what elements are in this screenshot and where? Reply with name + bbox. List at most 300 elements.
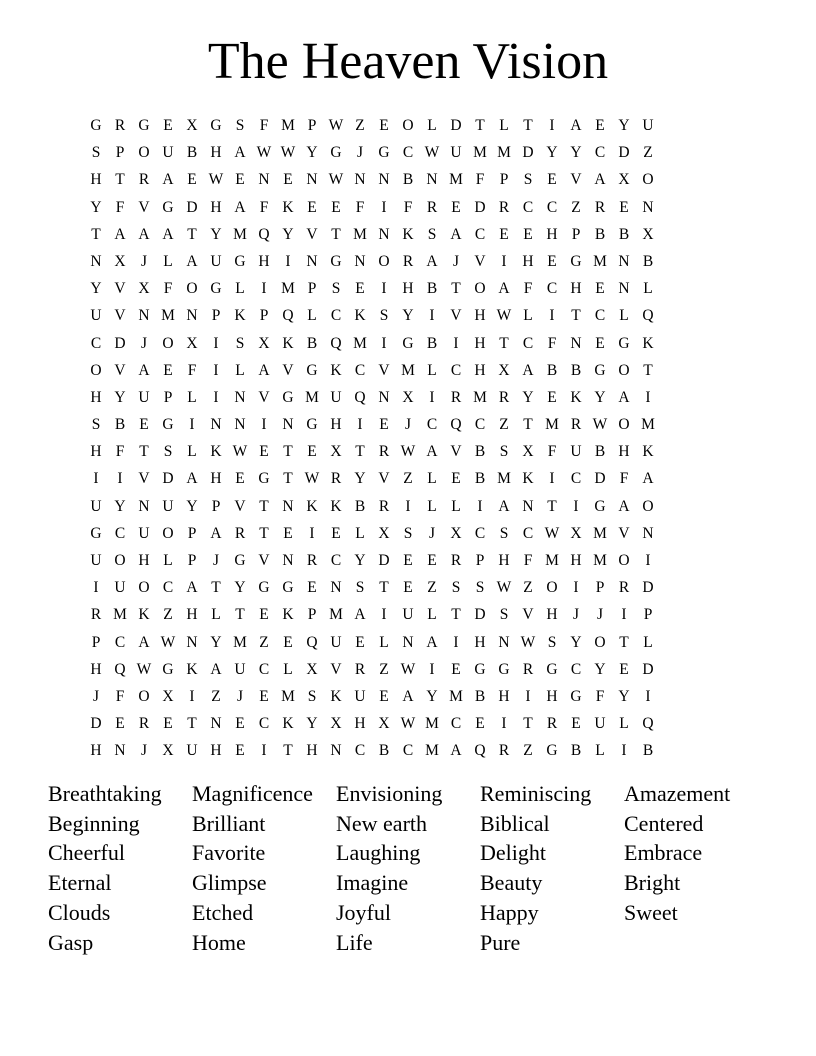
grid-letter[interactable]: C	[570, 660, 582, 678]
grid-letter[interactable]: Z	[379, 660, 389, 678]
grid-letter[interactable]: V	[234, 497, 246, 515]
grid-letter[interactable]: Y	[186, 497, 198, 515]
grid-letter[interactable]: O	[546, 579, 558, 597]
grid-letter[interactable]: E	[283, 171, 293, 189]
grid-letter[interactable]: V	[450, 307, 462, 325]
grid-letter[interactable]: H	[210, 144, 222, 162]
grid-letter[interactable]: L	[499, 117, 509, 134]
grid-letter[interactable]: N	[282, 416, 294, 434]
grid-letter[interactable]: Z	[403, 470, 413, 488]
grid-letter[interactable]: S	[403, 524, 413, 542]
grid-letter[interactable]: M	[473, 388, 487, 406]
grid-letter[interactable]: E	[379, 687, 389, 705]
grid-letter[interactable]: O	[618, 361, 630, 379]
grid-letter[interactable]: U	[90, 307, 102, 325]
grid-letter[interactable]: O	[618, 416, 630, 434]
grid-letter[interactable]: I	[549, 470, 555, 488]
grid-letter[interactable]: X	[114, 252, 126, 270]
grid-letter[interactable]: M	[281, 687, 295, 705]
grid-letter[interactable]: V	[330, 660, 342, 678]
grid-letter[interactable]: L	[187, 388, 197, 406]
grid-letter[interactable]: L	[427, 606, 437, 624]
grid-letter[interactable]: F	[115, 687, 125, 705]
grid-letter[interactable]: E	[451, 470, 461, 488]
grid-letter[interactable]: Y	[306, 715, 318, 733]
grid-letter[interactable]: I	[405, 497, 411, 515]
grid-letter[interactable]: E	[259, 606, 269, 624]
grid-letter[interactable]: V	[138, 470, 150, 488]
grid-letter[interactable]: M	[545, 552, 559, 569]
grid-letter[interactable]: E	[163, 117, 173, 134]
grid-letter[interactable]: Y	[354, 470, 366, 488]
grid-letter[interactable]: W	[328, 171, 344, 189]
grid-letter[interactable]: V	[618, 524, 630, 542]
grid-letter[interactable]: I	[645, 687, 651, 705]
grid-letter[interactable]: Y	[546, 144, 558, 162]
grid-letter[interactable]: C	[258, 660, 270, 678]
grid-letter[interactable]: M	[473, 144, 487, 162]
grid-letter[interactable]: Z	[163, 606, 173, 624]
grid-letter[interactable]: N	[306, 171, 318, 189]
grid-letter[interactable]: P	[595, 579, 605, 597]
grid-letter[interactable]: V	[306, 225, 318, 243]
grid-letter[interactable]: P	[163, 388, 173, 406]
grid-letter[interactable]: L	[643, 280, 653, 298]
grid-letter[interactable]: H	[474, 633, 486, 651]
grid-letter[interactable]: G	[258, 470, 270, 488]
grid-letter[interactable]: C	[162, 579, 174, 597]
grid-letter[interactable]: E	[307, 198, 317, 216]
grid-letter[interactable]: E	[115, 715, 125, 733]
grid-letter[interactable]: Y	[282, 225, 294, 243]
grid-letter[interactable]: R	[594, 198, 606, 216]
grid-letter[interactable]: E	[163, 361, 173, 379]
grid-letter[interactable]: M	[401, 361, 415, 379]
grid-letter[interactable]: H	[138, 552, 150, 569]
grid-letter[interactable]: I	[525, 687, 531, 705]
grid-letter[interactable]: G	[282, 388, 294, 406]
grid-letter[interactable]: U	[162, 144, 174, 162]
grid-letter[interactable]: F	[115, 443, 125, 461]
grid-letter[interactable]: L	[163, 252, 173, 270]
grid-letter[interactable]: Q	[642, 307, 654, 325]
grid-letter[interactable]: N	[330, 742, 342, 760]
grid-letter[interactable]: H	[306, 742, 318, 760]
grid-letter[interactable]: Q	[354, 388, 366, 406]
grid-letter[interactable]: V	[114, 280, 126, 298]
grid-letter[interactable]: U	[450, 144, 462, 162]
grid-letter[interactable]: O	[402, 117, 414, 134]
grid-letter[interactable]: K	[354, 307, 366, 325]
grid-letter[interactable]: H	[210, 470, 222, 488]
grid-letter[interactable]: G	[306, 416, 318, 434]
grid-letter[interactable]: Y	[114, 497, 126, 515]
grid-letter[interactable]: K	[282, 334, 294, 352]
grid-letter[interactable]: I	[477, 497, 483, 515]
grid-letter[interactable]: W	[280, 144, 296, 162]
grid-letter[interactable]: Z	[643, 144, 653, 162]
grid-letter[interactable]: N	[258, 171, 270, 189]
grid-letter[interactable]: P	[259, 307, 269, 325]
grid-letter[interactable]: M	[449, 687, 463, 705]
grid-letter[interactable]: U	[570, 443, 582, 461]
grid-letter[interactable]: X	[618, 171, 630, 189]
grid-letter[interactable]: Q	[306, 633, 318, 651]
grid-letter[interactable]: C	[594, 307, 606, 325]
grid-letter[interactable]: C	[546, 198, 558, 216]
grid-letter[interactable]: U	[330, 633, 342, 651]
grid-letter[interactable]: E	[283, 633, 293, 651]
grid-letter[interactable]: L	[307, 307, 317, 325]
grid-letter[interactable]: Q	[114, 660, 126, 678]
grid-letter[interactable]: R	[498, 198, 510, 216]
grid-letter[interactable]: K	[306, 497, 318, 515]
grid-letter[interactable]: C	[522, 198, 534, 216]
grid-letter[interactable]: N	[378, 171, 390, 189]
grid-letter[interactable]: J	[212, 552, 220, 569]
grid-letter[interactable]: W	[256, 144, 272, 162]
grid-letter[interactable]: G	[258, 579, 270, 597]
grid-letter[interactable]: H	[210, 198, 222, 216]
grid-letter[interactable]: L	[427, 117, 437, 134]
grid-letter[interactable]: E	[379, 416, 389, 434]
grid-letter[interactable]: N	[282, 497, 294, 515]
grid-letter[interactable]: N	[618, 252, 630, 270]
grid-letter[interactable]: I	[285, 252, 291, 270]
grid-letter[interactable]: B	[642, 742, 654, 760]
grid-letter[interactable]: J	[140, 252, 148, 270]
grid-letter[interactable]: S	[91, 416, 101, 434]
grid-letter[interactable]: L	[211, 606, 221, 624]
grid-letter[interactable]: V	[474, 252, 486, 270]
grid-letter[interactable]: Q	[474, 742, 486, 760]
grid-letter[interactable]: M	[161, 307, 175, 325]
grid-letter[interactable]: W	[304, 470, 320, 488]
grid-letter[interactable]: W	[208, 171, 224, 189]
grid-letter[interactable]: A	[450, 742, 462, 760]
grid-letter[interactable]: Y	[210, 633, 222, 651]
grid-letter[interactable]: N	[210, 715, 222, 733]
grid-letter[interactable]: O	[618, 552, 630, 569]
grid-letter[interactable]: N	[354, 252, 366, 270]
grid-letter[interactable]: N	[522, 497, 534, 515]
grid-letter[interactable]: C	[330, 552, 342, 569]
grid-letter[interactable]: R	[450, 388, 462, 406]
grid-letter[interactable]: M	[497, 470, 511, 488]
grid-letter[interactable]: Z	[211, 687, 221, 705]
grid-letter[interactable]: N	[306, 252, 318, 270]
grid-letter[interactable]: W	[520, 633, 536, 651]
grid-letter[interactable]: J	[356, 144, 364, 162]
grid-letter[interactable]: U	[402, 606, 414, 624]
grid-letter[interactable]: H	[522, 252, 534, 270]
grid-letter[interactable]: I	[213, 361, 219, 379]
grid-letter[interactable]: Y	[90, 198, 102, 216]
grid-letter[interactable]: A	[522, 361, 534, 379]
grid-letter[interactable]: U	[138, 388, 150, 406]
grid-letter[interactable]: F	[187, 361, 197, 379]
grid-letter[interactable]: H	[258, 252, 270, 270]
grid-letter[interactable]: K	[138, 606, 150, 624]
grid-letter[interactable]: S	[163, 443, 173, 461]
grid-letter[interactable]: Z	[355, 117, 365, 134]
grid-letter[interactable]: T	[139, 443, 149, 461]
grid-letter[interactable]: N	[282, 552, 294, 569]
grid-letter[interactable]: I	[309, 524, 315, 542]
grid-letter[interactable]: E	[475, 715, 485, 733]
grid-letter[interactable]: P	[211, 497, 221, 515]
grid-letter[interactable]: D	[594, 470, 606, 488]
grid-letter[interactable]: T	[211, 579, 221, 597]
grid-letter[interactable]: P	[475, 552, 485, 569]
grid-letter[interactable]: C	[426, 416, 438, 434]
grid-letter[interactable]: O	[114, 552, 126, 569]
grid-letter[interactable]: G	[330, 144, 342, 162]
grid-letter[interactable]: H	[186, 606, 198, 624]
grid-letter[interactable]: G	[618, 334, 630, 352]
grid-letter[interactable]: Q	[258, 225, 270, 243]
grid-letter[interactable]: C	[402, 742, 414, 760]
grid-letter[interactable]: F	[163, 280, 173, 298]
grid-letter[interactable]: K	[330, 361, 342, 379]
grid-letter[interactable]: Y	[618, 687, 630, 705]
grid-letter[interactable]: A	[426, 443, 438, 461]
grid-letter[interactable]: E	[283, 524, 293, 542]
grid-letter[interactable]: O	[162, 524, 174, 542]
grid-letter[interactable]: T	[355, 443, 365, 461]
grid-letter[interactable]: U	[330, 388, 342, 406]
grid-letter[interactable]: P	[91, 633, 101, 651]
grid-letter[interactable]: H	[498, 552, 510, 569]
grid-letter[interactable]: W	[136, 660, 152, 678]
grid-letter[interactable]: H	[330, 416, 342, 434]
grid-letter[interactable]: X	[522, 443, 534, 461]
grid-letter[interactable]: G	[90, 117, 102, 134]
grid-letter[interactable]: U	[594, 715, 606, 733]
grid-letter[interactable]: B	[570, 361, 582, 379]
grid-letter[interactable]: I	[429, 388, 435, 406]
grid-letter[interactable]: I	[453, 633, 459, 651]
grid-letter[interactable]: I	[357, 416, 363, 434]
grid-letter[interactable]: G	[330, 252, 342, 270]
grid-letter[interactable]: G	[570, 687, 582, 705]
grid-letter[interactable]: T	[523, 416, 533, 434]
grid-letter[interactable]: O	[186, 280, 198, 298]
grid-letter[interactable]: M	[593, 252, 607, 270]
grid-letter[interactable]: X	[186, 117, 198, 134]
grid-letter[interactable]: M	[425, 742, 439, 760]
grid-letter[interactable]: I	[573, 497, 579, 515]
grid-letter[interactable]: O	[474, 280, 486, 298]
grid-letter[interactable]: V	[522, 606, 534, 624]
grid-letter[interactable]: B	[474, 687, 486, 705]
grid-letter[interactable]: R	[138, 715, 150, 733]
grid-letter[interactable]: B	[642, 252, 654, 270]
grid-letter[interactable]: M	[593, 524, 607, 542]
grid-letter[interactable]: B	[618, 225, 630, 243]
grid-letter[interactable]: I	[549, 307, 555, 325]
grid-letter[interactable]: S	[235, 117, 245, 134]
grid-letter[interactable]: L	[355, 524, 365, 542]
grid-letter[interactable]: E	[451, 198, 461, 216]
grid-letter[interactable]: I	[381, 280, 387, 298]
grid-letter[interactable]: E	[331, 198, 341, 216]
grid-letter[interactable]: Y	[354, 552, 366, 569]
grid-letter[interactable]: E	[571, 715, 581, 733]
grid-letter[interactable]: E	[187, 171, 197, 189]
grid-letter[interactable]: D	[450, 117, 462, 134]
grid-letter[interactable]: U	[186, 742, 198, 760]
grid-letter[interactable]: Y	[234, 579, 246, 597]
grid-letter[interactable]: B	[306, 334, 318, 352]
grid-letter[interactable]: W	[496, 307, 512, 325]
grid-letter[interactable]: G	[594, 361, 606, 379]
grid-letter[interactable]: C	[474, 225, 486, 243]
grid-letter[interactable]: X	[450, 524, 462, 542]
grid-letter[interactable]: E	[427, 552, 437, 569]
grid-letter[interactable]: S	[307, 687, 317, 705]
grid-letter[interactable]: A	[618, 497, 630, 515]
grid-letter[interactable]: Q	[642, 715, 654, 733]
grid-letter[interactable]: E	[547, 252, 557, 270]
grid-letter[interactable]: H	[570, 552, 582, 569]
grid-letter[interactable]: H	[498, 687, 510, 705]
grid-letter[interactable]: V	[450, 443, 462, 461]
grid-letter[interactable]: P	[643, 606, 653, 624]
grid-letter[interactable]: U	[162, 497, 174, 515]
grid-letter[interactable]: G	[162, 660, 174, 678]
grid-letter[interactable]: T	[523, 117, 533, 134]
grid-letter[interactable]: G	[546, 742, 558, 760]
grid-letter[interactable]: L	[235, 280, 245, 298]
grid-letter[interactable]: U	[114, 579, 126, 597]
grid-letter[interactable]: R	[570, 416, 582, 434]
grid-letter[interactable]: N	[90, 252, 102, 270]
grid-letter[interactable]: H	[90, 171, 102, 189]
grid-letter[interactable]: E	[595, 280, 605, 298]
grid-letter[interactable]: D	[114, 334, 126, 352]
grid-letter[interactable]: V	[378, 470, 390, 488]
grid-letter[interactable]: S	[331, 280, 341, 298]
grid-letter[interactable]: F	[259, 198, 269, 216]
grid-letter[interactable]: L	[163, 552, 173, 569]
grid-letter[interactable]: Y	[570, 144, 582, 162]
grid-letter[interactable]: X	[330, 715, 342, 733]
grid-letter[interactable]: D	[618, 144, 630, 162]
grid-letter[interactable]: K	[402, 225, 414, 243]
grid-letter[interactable]: C	[570, 470, 582, 488]
grid-letter[interactable]: G	[234, 552, 246, 569]
grid-letter[interactable]: Y	[114, 388, 126, 406]
grid-letter[interactable]: N	[618, 280, 630, 298]
grid-letter[interactable]: C	[546, 280, 558, 298]
grid-letter[interactable]: P	[571, 225, 581, 243]
grid-letter[interactable]: I	[261, 416, 267, 434]
grid-letter[interactable]: N	[114, 742, 126, 760]
grid-letter[interactable]: N	[354, 171, 366, 189]
grid-letter[interactable]: N	[330, 579, 342, 597]
grid-letter[interactable]: S	[499, 443, 509, 461]
grid-letter[interactable]: M	[281, 117, 295, 134]
grid-letter[interactable]: X	[378, 715, 390, 733]
grid-letter[interactable]: F	[355, 198, 365, 216]
grid-letter[interactable]: B	[594, 443, 606, 461]
grid-letter[interactable]: S	[499, 524, 509, 542]
grid-letter[interactable]: K	[642, 443, 654, 461]
grid-letter[interactable]: H	[90, 443, 102, 461]
grid-letter[interactable]: E	[163, 715, 173, 733]
grid-letter[interactable]: A	[234, 144, 246, 162]
grid-letter[interactable]: W	[400, 660, 416, 678]
grid-letter[interactable]: Q	[450, 416, 462, 434]
grid-letter[interactable]: F	[115, 198, 125, 216]
grid-letter[interactable]: X	[186, 334, 198, 352]
grid-letter[interactable]: P	[187, 552, 197, 569]
grid-letter[interactable]: F	[547, 443, 557, 461]
grid-letter[interactable]: H	[618, 443, 630, 461]
grid-letter[interactable]: J	[428, 524, 436, 542]
grid-letter[interactable]: N	[234, 416, 246, 434]
grid-letter[interactable]: I	[429, 660, 435, 678]
grid-letter[interactable]: S	[91, 144, 101, 162]
grid-letter[interactable]: I	[213, 334, 219, 352]
grid-letter[interactable]: D	[522, 144, 534, 162]
grid-letter[interactable]: R	[498, 388, 510, 406]
grid-letter[interactable]: D	[474, 606, 486, 624]
grid-letter[interactable]: T	[187, 225, 197, 243]
grid-letter[interactable]: T	[283, 742, 293, 760]
grid-letter[interactable]: W	[544, 524, 560, 542]
grid-letter[interactable]: B	[426, 280, 438, 298]
grid-letter[interactable]: N	[642, 198, 654, 216]
grid-letter[interactable]: C	[594, 144, 606, 162]
grid-letter[interactable]: I	[621, 742, 627, 760]
grid-letter[interactable]: O	[378, 252, 390, 270]
grid-letter[interactable]: R	[402, 252, 414, 270]
grid-letter[interactable]: J	[572, 606, 580, 624]
grid-letter[interactable]: H	[546, 606, 558, 624]
grid-letter[interactable]: C	[114, 633, 126, 651]
grid-letter[interactable]: K	[282, 606, 294, 624]
grid-letter[interactable]: H	[354, 715, 366, 733]
grid-letter[interactable]: I	[117, 470, 123, 488]
grid-letter[interactable]: G	[402, 334, 414, 352]
grid-letter[interactable]: G	[474, 660, 486, 678]
grid-letter[interactable]: E	[547, 388, 557, 406]
grid-letter[interactable]: E	[403, 552, 413, 569]
grid-letter[interactable]: F	[523, 552, 533, 569]
grid-letter[interactable]: B	[426, 334, 438, 352]
grid-letter[interactable]: D	[186, 198, 198, 216]
grid-letter[interactable]: H	[402, 280, 414, 298]
grid-letter[interactable]: X	[402, 388, 414, 406]
grid-letter[interactable]: A	[186, 252, 198, 270]
grid-letter[interactable]: S	[451, 579, 461, 597]
grid-letter[interactable]: P	[187, 524, 197, 542]
grid-letter[interactable]: O	[138, 579, 150, 597]
grid-letter[interactable]: R	[378, 497, 390, 515]
grid-letter[interactable]: E	[523, 225, 533, 243]
grid-letter[interactable]: E	[595, 117, 605, 134]
grid-letter[interactable]: A	[138, 225, 150, 243]
grid-letter[interactable]: A	[498, 497, 510, 515]
grid-letter[interactable]: L	[379, 633, 389, 651]
grid-letter[interactable]: L	[427, 497, 437, 515]
grid-letter[interactable]: B	[378, 742, 390, 760]
grid-letter[interactable]: M	[329, 606, 343, 624]
grid-letter[interactable]: E	[451, 660, 461, 678]
grid-letter[interactable]: T	[475, 117, 485, 134]
